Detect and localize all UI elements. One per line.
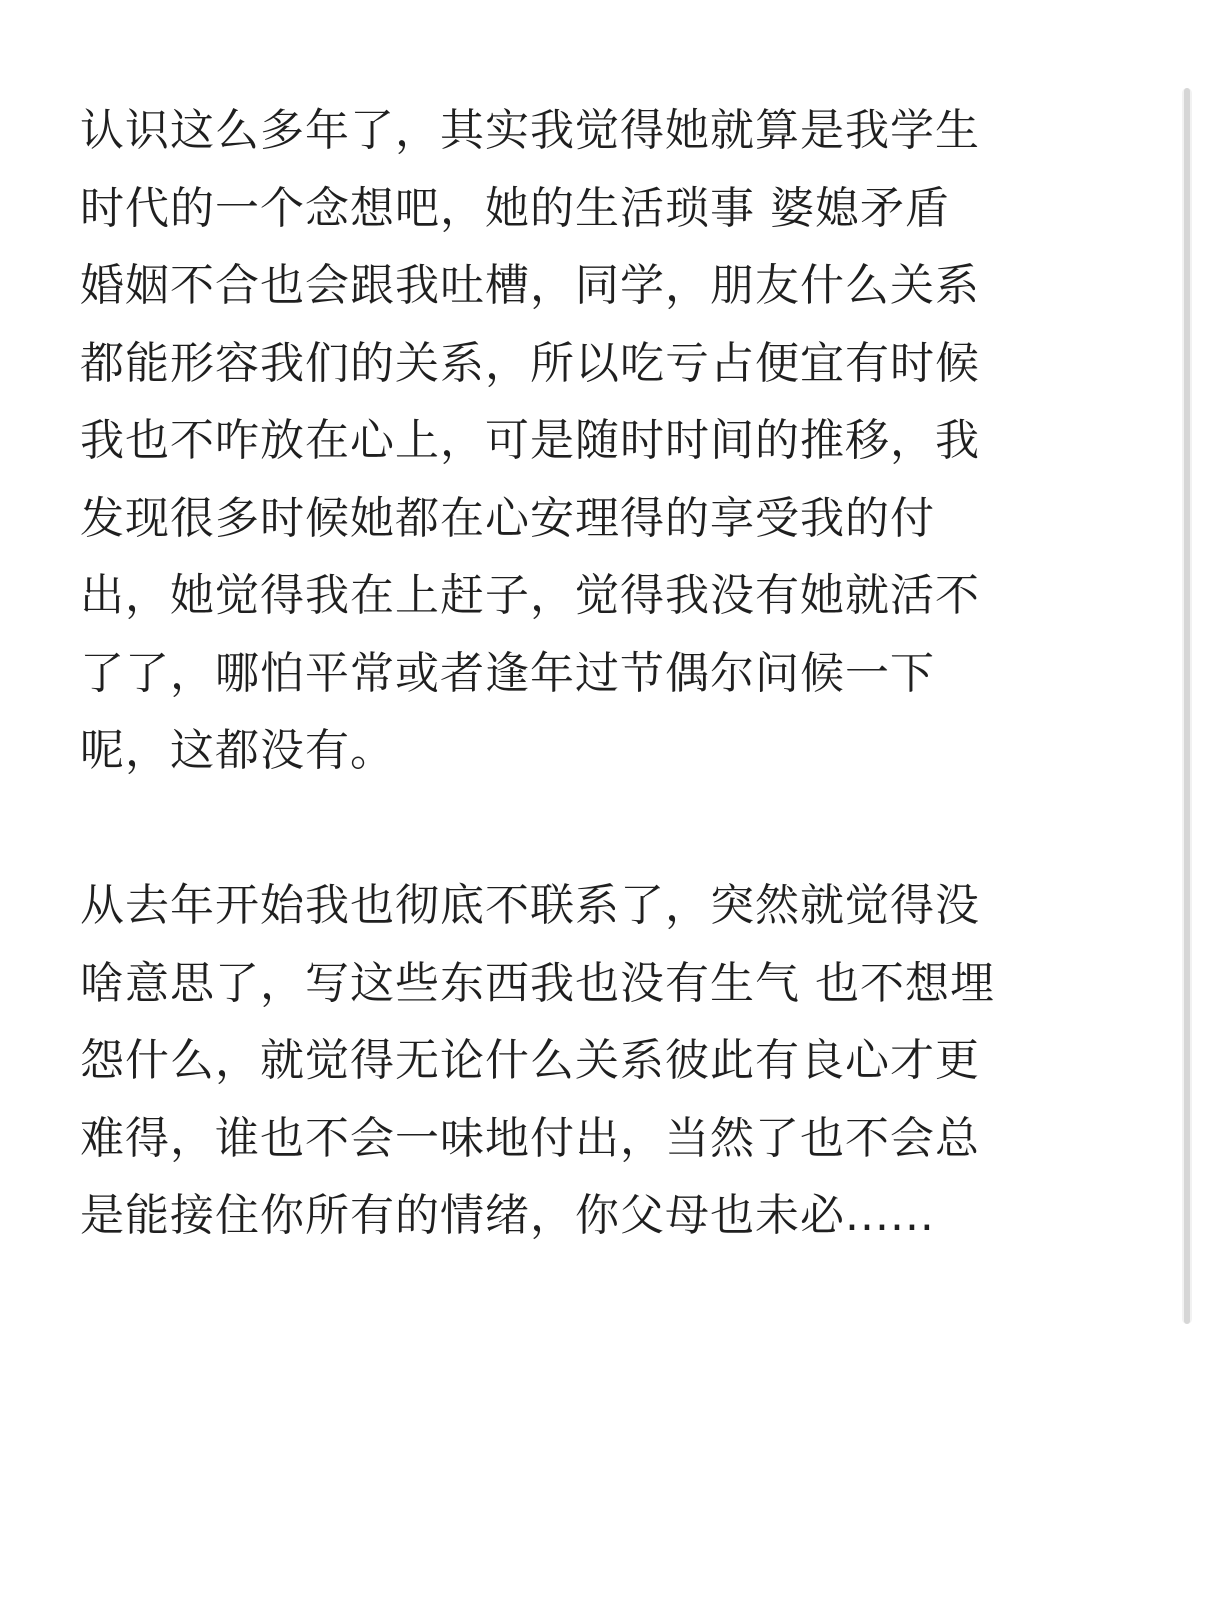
text-line: 啥意思了，写这些东西我也没有生气 也不想埋 bbox=[80, 957, 995, 1009]
text-line: 怨什么，就觉得无论什么关系彼此有良心才更 bbox=[80, 1035, 980, 1086]
paragraph-spacer bbox=[80, 790, 1130, 868]
paragraph-1 bbox=[80, 92, 1130, 790]
scrollbar-thumb[interactable] bbox=[1184, 88, 1190, 1324]
article-body bbox=[80, 92, 1130, 1255]
text-line: 从去年开始我也彻底不联系了，突然就觉得没 bbox=[80, 880, 980, 931]
text-line: 我也不咋放在心上，可是随时时间的推移，我 bbox=[80, 415, 980, 466]
text-line: 发现很多时候她都在心安理得的享受我的付 bbox=[80, 492, 935, 544]
text-line: 时代的一个念想吧，她的生活琐事 婆媳矛盾 bbox=[80, 182, 950, 234]
text-line: 了了，哪怕平常或者逢年过节偶尔问候一下 bbox=[80, 647, 935, 699]
text-line: 是能接住你所有的情绪，你父母也未必...... bbox=[80, 1190, 935, 1241]
text-line: 认识这么多年了，其实我觉得她就算是我学生 bbox=[80, 105, 980, 156]
text-line: 婚姻不合也会跟我吐槽，同学，朋友什么关系 bbox=[80, 260, 980, 311]
text-line: 呢，这都没有。 bbox=[80, 725, 395, 776]
vertical-scrollbar[interactable] bbox=[1182, 88, 1192, 1324]
text-line: 难得，谁也不会一味地付出，当然了也不会总 bbox=[80, 1112, 980, 1164]
paragraph-2 bbox=[80, 867, 1130, 1255]
text-line: 出，她觉得我在上赶子，觉得我没有她就活不 bbox=[80, 570, 980, 621]
text-line: 都能形容我们的关系，所以吃亏占便宜有时候 bbox=[80, 337, 980, 389]
